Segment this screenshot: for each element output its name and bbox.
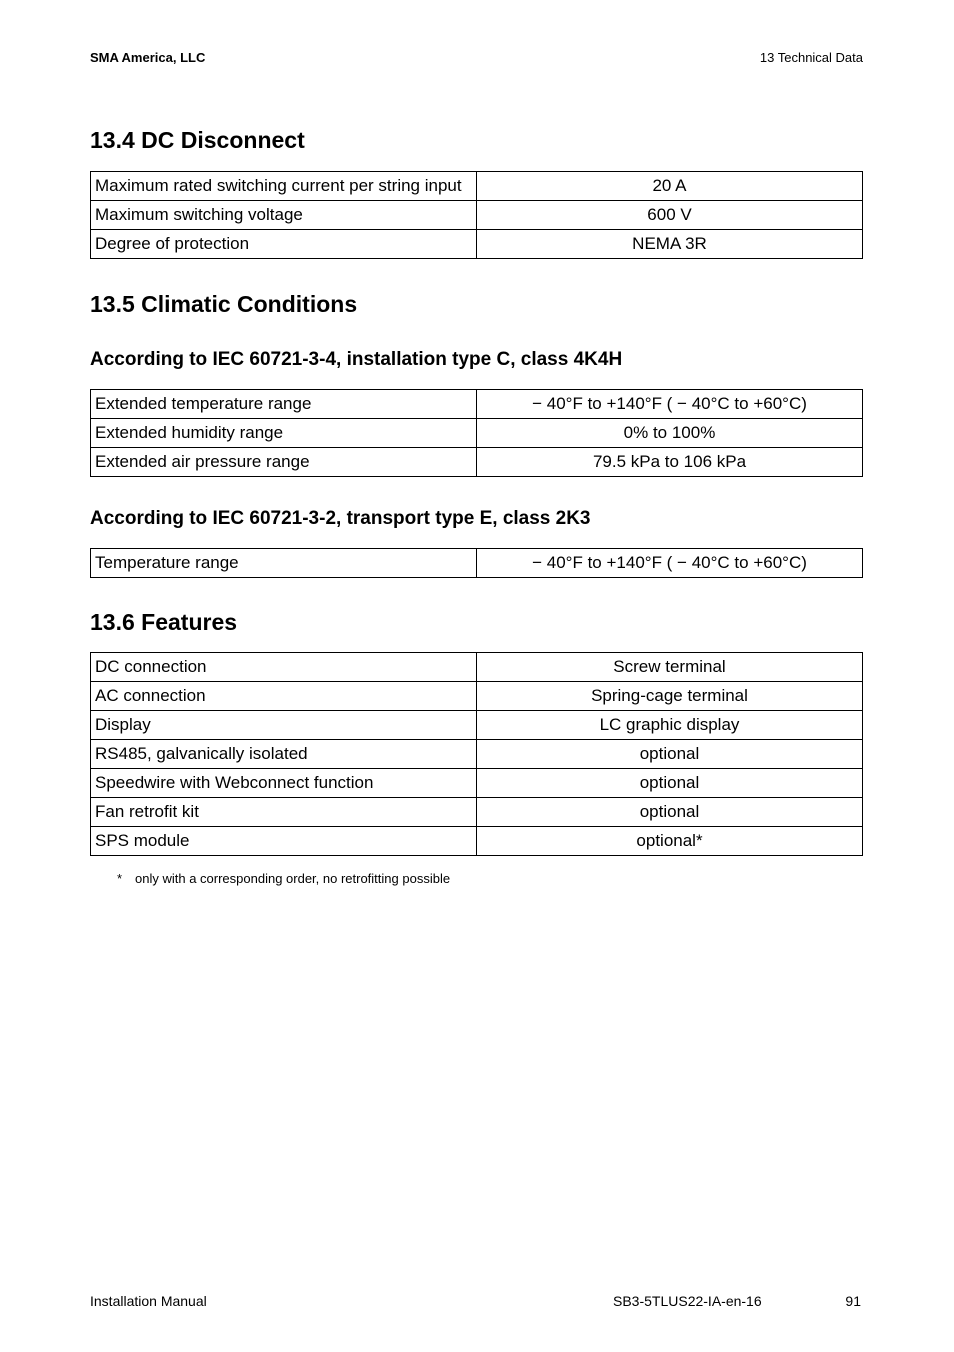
row-label: Display	[91, 711, 477, 740]
table-row	[91, 798, 863, 827]
row-value: optional	[477, 769, 863, 798]
dc-disconnect-table	[90, 171, 863, 259]
row-value: Spring-cage terminal	[477, 682, 863, 711]
table-row	[91, 419, 863, 448]
table-row	[91, 230, 863, 259]
table-row	[91, 390, 863, 419]
row-label: Speedwire with Webconnect function	[91, 769, 477, 798]
table-row	[91, 711, 863, 740]
table-row	[91, 448, 863, 477]
table-row	[91, 740, 863, 769]
table-row	[91, 172, 863, 201]
section-title-dc-disconnect: 13.4 DC Disconnect	[90, 127, 305, 153]
transport-conditions-table	[90, 548, 863, 578]
installation-conditions-table	[90, 389, 863, 477]
section-title-features: 13.6 Features	[90, 609, 238, 635]
row-value: Screw terminal	[477, 653, 863, 682]
row-label: Maximum switching voltage	[91, 201, 477, 230]
row-value: optional	[477, 740, 863, 769]
row-label: Extended temperature range	[91, 390, 477, 419]
page-number: 91	[845, 1293, 861, 1309]
row-label: AC connection	[91, 682, 477, 711]
footnote-mark: *	[117, 871, 123, 886]
table-row	[91, 682, 863, 711]
row-value: 79.5 kPa to 106 kPa	[477, 448, 863, 477]
row-value: LC graphic display	[477, 711, 863, 740]
subtitle-installation: According to IEC 60721-3-4, installation type C, class 4K4H	[90, 349, 623, 370]
row-label: SPS module	[91, 827, 477, 856]
row-value: optional*	[477, 827, 863, 856]
table-row	[91, 827, 863, 856]
section-title-climatic-conditions: 13.5 Climatic Conditions	[90, 291, 358, 317]
row-label: Maximum rated switching current per string input	[91, 172, 477, 201]
row-label: DC connection	[91, 653, 477, 682]
subtitle-transport: According to IEC 60721-3-2, transport type E, class 2K3	[90, 508, 591, 529]
row-label: Extended humidity range	[91, 419, 477, 448]
table-row	[91, 653, 863, 682]
row-value: optional	[477, 798, 863, 827]
header-company: SMA America, LLC	[90, 50, 206, 65]
table-row	[91, 549, 863, 578]
table-row	[91, 769, 863, 798]
features-footnote	[117, 871, 450, 886]
row-label: RS485, galvanically isolated	[91, 740, 477, 769]
footer-doc-code: SB3-5TLUS22-IA-en-16	[613, 1293, 762, 1309]
row-value: 600 V	[477, 201, 863, 230]
row-label: Extended air pressure range	[91, 448, 477, 477]
features-table	[90, 652, 863, 856]
row-value: 0% to 100%	[477, 419, 863, 448]
footer-manual: Installation Manual	[90, 1293, 207, 1309]
row-value: 20 A	[477, 172, 863, 201]
row-value: − 40°F to +140°F ( − 40°C to +60°C)	[477, 390, 863, 419]
row-label: Degree of protection	[91, 230, 477, 259]
row-label: Temperature range	[91, 549, 477, 578]
row-value: − 40°F to +140°F ( − 40°C to +60°C)	[477, 549, 863, 578]
footnote-text: only with a corresponding order, no retrofitting possible	[135, 871, 451, 886]
row-value: NEMA 3R	[477, 230, 863, 259]
header-chapter: 13 Technical Data	[759, 50, 863, 65]
row-label: Fan retrofit kit	[91, 798, 477, 827]
table-row	[91, 201, 863, 230]
